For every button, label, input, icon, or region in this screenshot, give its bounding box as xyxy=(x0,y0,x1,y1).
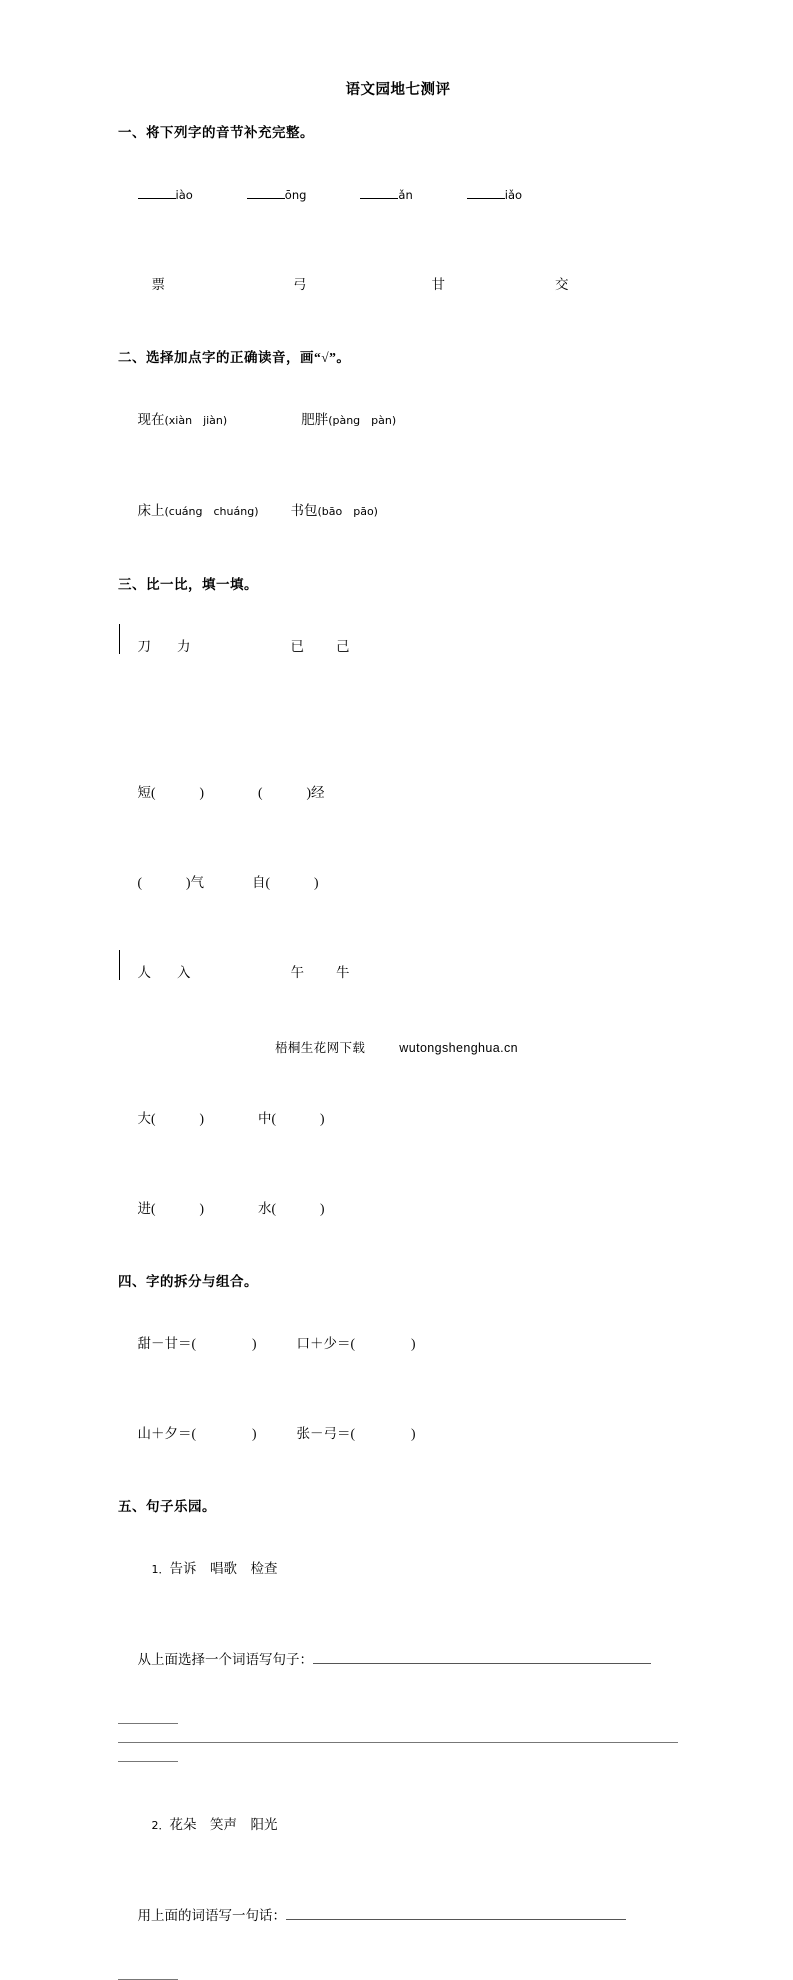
answer-blank[interactable] xyxy=(467,186,505,199)
fill-4-right: ) xyxy=(314,875,319,890)
writing-line[interactable] xyxy=(118,1722,178,1724)
word-4: 书包 xyxy=(290,503,318,518)
item-2-prompt-label: 用上面的词语写一句话： xyxy=(137,1908,286,1923)
section-3-heading: 三、比一比，填一填。 xyxy=(118,577,258,592)
item-1-prompt-label: 从上面选择一个词语写句子： xyxy=(137,1652,313,1667)
answer-blank[interactable] xyxy=(138,186,176,199)
compare-char-4: 己 xyxy=(336,639,350,654)
section-2-heading: 二、选择加点字的正确读音，画“√”。 xyxy=(118,350,351,365)
writing-line[interactable] xyxy=(286,1906,626,1920)
writing-line[interactable] xyxy=(118,1741,678,1743)
answer-blank[interactable] xyxy=(142,875,186,887)
fill-1-right: ) xyxy=(199,785,204,800)
compare-char-2: 力 xyxy=(177,639,191,654)
section-3-fill-row-4 xyxy=(118,1164,678,1254)
compare-char-5: 人 xyxy=(137,965,151,980)
compare-char-8: 牛 xyxy=(336,965,350,980)
decompose-4: 张－弓＝( xyxy=(296,1426,355,1441)
word-3: 床上 xyxy=(137,503,165,518)
fill-5-right: ) xyxy=(199,1111,204,1126)
bracket-stroke xyxy=(119,950,120,980)
answer-blank[interactable] xyxy=(156,1201,200,1213)
section-5-item-1-words xyxy=(118,1524,678,1615)
answer-blank[interactable] xyxy=(156,1111,200,1123)
item-2-word-list: 花朵 笑声 阳光 xyxy=(169,1817,278,1832)
answer-blank[interactable] xyxy=(276,1111,320,1123)
item-1-number: 1． xyxy=(151,1563,170,1576)
pinyin-2: ōng xyxy=(284,188,307,202)
fill-6-left: 中( xyxy=(258,1111,276,1126)
char-3: 甘 xyxy=(431,277,445,292)
footer-site: wutongshenghua.cn xyxy=(399,1041,518,1055)
word-2-options[interactable]: (pàng pàn) xyxy=(328,414,397,427)
answer-blank[interactable] xyxy=(247,186,285,199)
word-3-options[interactable]: (cuáng chuáng) xyxy=(164,505,259,518)
fill-2-right: )经 xyxy=(306,785,325,800)
compare-char-3: 已 xyxy=(290,639,304,654)
fill-7-left: 进( xyxy=(137,1201,156,1216)
fill-4-left: 自( xyxy=(252,875,270,890)
decompose-2: 口＋少＝( xyxy=(296,1336,355,1351)
fill-5-left: 大( xyxy=(137,1111,156,1126)
fill-1-left: 短( xyxy=(137,785,156,800)
section-1-char-row xyxy=(118,240,678,330)
char-2: 弓 xyxy=(293,277,307,292)
word-4-options[interactable]: (bāo pāo) xyxy=(317,505,378,518)
fill-7-right: ) xyxy=(199,1201,204,1216)
footer-left-text: 梧桐生花网下载 xyxy=(274,1041,366,1055)
char-4: 交 xyxy=(555,277,569,292)
section-5-item-1-prompt xyxy=(118,1615,678,1705)
item-2-number: 2． xyxy=(151,1819,170,1832)
section-2-row-2 xyxy=(118,466,678,557)
section-3-fill-row-1 xyxy=(118,748,678,838)
item-1-word-list: 告诉 唱歌 检查 xyxy=(169,1561,278,1576)
section-1-heading: 一、将下列字的音节补充完整。 xyxy=(118,125,314,140)
pinyin-1: iào xyxy=(175,188,193,202)
section-3-fill-row-2 xyxy=(118,838,678,928)
fill-3-left: ( xyxy=(137,875,142,890)
worksheet-body xyxy=(118,78,678,1980)
compare-char-7: 午 xyxy=(290,965,304,980)
compare-char-6: 入 xyxy=(177,965,191,980)
pinyin-4: iǎo xyxy=(504,188,523,202)
answer-blank[interactable] xyxy=(355,1426,411,1438)
word-2: 肥胖 xyxy=(301,412,329,427)
section-3-pair-2 xyxy=(118,928,678,1048)
answer-blank[interactable] xyxy=(276,1201,320,1213)
answer-blank[interactable] xyxy=(263,785,307,797)
fill-8-left: 水( xyxy=(258,1201,276,1216)
decompose-2-close: ) xyxy=(411,1336,416,1351)
word-1-options[interactable]: (xiàn jiàn) xyxy=(164,414,228,427)
section-4-heading: 四、字的拆分与组合。 xyxy=(118,1274,258,1289)
footer xyxy=(0,1038,793,1056)
answer-blank[interactable] xyxy=(156,785,200,797)
section-4-row-1 xyxy=(118,1299,678,1389)
pinyin-3: ǎn xyxy=(398,188,413,202)
bracket-stroke xyxy=(119,624,120,654)
section-5-heading: 五、句子乐园。 xyxy=(118,1499,216,1514)
answer-blank[interactable] xyxy=(196,1336,252,1348)
section-4-row-2 xyxy=(118,1389,678,1479)
section-5-item-2-prompt xyxy=(118,1871,678,1961)
word-1: 现在 xyxy=(137,412,165,427)
answer-blank[interactable] xyxy=(360,186,398,199)
writing-line[interactable] xyxy=(313,1650,651,1664)
decompose-3: 山＋夕＝( xyxy=(137,1426,196,1441)
answer-blank[interactable] xyxy=(196,1426,252,1438)
page-title: 语文园地七测评 xyxy=(345,82,451,98)
section-1-pinyin-row xyxy=(118,150,678,240)
section-3-pair-1 xyxy=(118,602,678,722)
fill-2-left: ( xyxy=(258,785,263,800)
char-1: 票 xyxy=(151,277,165,292)
answer-blank[interactable] xyxy=(270,875,314,887)
answer-blank[interactable] xyxy=(355,1336,411,1348)
writing-line[interactable] xyxy=(118,1760,178,1762)
section-3-fill-row-3 xyxy=(118,1074,678,1164)
fill-6-right: ) xyxy=(320,1111,325,1126)
decompose-4-close: ) xyxy=(411,1426,416,1441)
fill-3-right: )气 xyxy=(186,875,204,890)
decompose-1: 甜－甘＝( xyxy=(137,1336,196,1351)
fill-8-right: ) xyxy=(320,1201,325,1216)
decompose-1-close: ) xyxy=(252,1336,257,1351)
compare-char-1: 刀 xyxy=(137,639,151,654)
decompose-3-close: ) xyxy=(252,1426,257,1441)
section-2-row-1 xyxy=(118,375,678,466)
section-5-item-2-words xyxy=(118,1780,678,1871)
